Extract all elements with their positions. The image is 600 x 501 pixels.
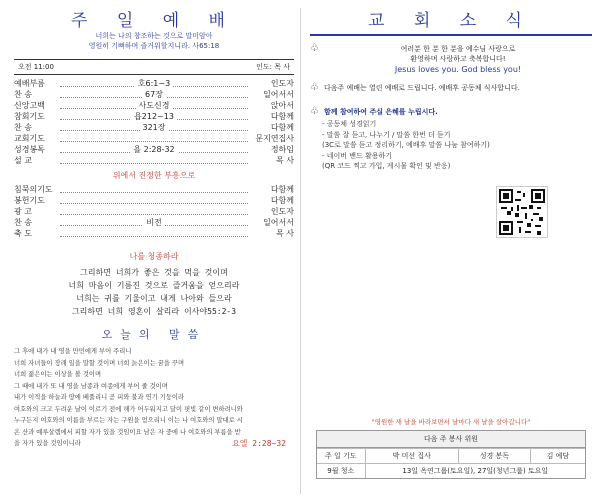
order-item: [14, 217, 294, 228]
order-item: [14, 133, 294, 144]
order-item-performer: 문지연집사: [255, 134, 294, 143]
qr-code-icon: [497, 187, 547, 237]
order-item-performer: 다함께: [270, 196, 294, 205]
order-item-performer: 인도자: [270, 207, 294, 216]
service-leader: 인도: 목 사: [256, 63, 290, 71]
order-item-label: 찬 송: [14, 123, 32, 132]
order-item-leader-line: [60, 136, 248, 142]
grace-list: [322, 119, 592, 172]
footer-verse: "영원한 새 날을 바라보면서 날마다 새 날을 살아갑니다": [371, 418, 531, 426]
grace-title: 함께 참여하여 주실 은혜를 누립시다.: [324, 108, 438, 116]
order-item-leader-line: [60, 217, 248, 227]
news-title-rule: [310, 34, 592, 36]
order-item-leader-line: [60, 144, 248, 154]
order-item: [14, 144, 294, 155]
order-item-performer: 일어서서: [263, 218, 294, 227]
list-item: - 말씀 잘 듣고, 나누기 / 말씀 한번 더 듣기: [322, 130, 451, 139]
list-item: (3C로 말씀 듣고 정리하기, 예배후 말씀 나눔 참여하기): [322, 141, 490, 149]
order-item-label: 광 고: [14, 207, 32, 216]
order-item-performer: 목 사: [276, 229, 294, 238]
sermon-line: 너희 자녀들이 장래 일을 말할 것이며 너희 늙은이는 꿈을 꾸며: [14, 359, 185, 367]
order-item-performer: 다함께: [270, 112, 294, 121]
order-item-detail: 욥212~13: [131, 112, 177, 121]
order-of-service: [14, 78, 294, 166]
order-item-label: 축 도: [14, 229, 32, 238]
list-item: (QR 코드 찍고 가입, 게시물 확인 및 반응): [322, 162, 451, 170]
news-title: 교 회 소 식: [368, 11, 534, 31]
order-item-performer: 다함께: [270, 185, 294, 194]
poem-title: 나를 청종하라: [129, 252, 179, 261]
sermon-line: 내가 이적을 하늘과 땅에 베풀리니 곧 피와 불과 연기 기둥이라: [14, 394, 185, 401]
opening-verse: 너희는 나의 창조하는 것으로 말미암아 영원히 기뻐하며 즐거워할지니라. 사65:18: [88, 32, 220, 50]
order-item: [14, 100, 294, 111]
order-item: [14, 111, 294, 122]
order-item-leader-line: [60, 187, 248, 193]
poem-line: 너희는 귀를 기울이고 내게 나아와 들으라: [76, 294, 232, 303]
order-item-performer: 일어서서: [263, 90, 294, 99]
order-item: [14, 228, 294, 239]
order-item: [14, 184, 294, 195]
sermon-line: 누구든지 여호와의 이름을 부르는 자는 구원을 얻으리니 이는 나 여호와의 말대로 시: [14, 417, 243, 424]
bullet-icon: ♧: [310, 106, 319, 117]
order-item-detail: 호6:1~3: [135, 79, 173, 88]
order-of-service-2: [14, 184, 294, 239]
sermon-line: 그 때에 내가 또 내 영을 남종과 여종에게 부어 줄 것이며: [14, 382, 168, 390]
order-item-label: 찬 송: [14, 218, 32, 227]
order-item-detail: 67장: [142, 90, 166, 99]
order-item-performer: 다함께: [270, 123, 294, 132]
poem: [14, 266, 294, 318]
duty-title: 다음 주 봉사 위원: [317, 431, 585, 448]
news-item: ♧ 다음주 예배는 열린 예배로 드립니다. 예배후 공동체 식사합니다.: [310, 82, 520, 93]
order-item-leader-line: [60, 78, 248, 88]
order-item-performer: 목 사: [276, 156, 294, 165]
order-item-label: 교회기도: [14, 134, 45, 143]
qr-code[interactable]: [496, 186, 548, 238]
order-item-performer: 인도자: [270, 79, 294, 88]
order-item-leader-line: [60, 100, 248, 110]
table-row: 주 일 기도 박 미선 집사 성경 봉독 김 예담: [317, 449, 585, 464]
order-item-detail: 욜 2:28-32: [130, 145, 177, 154]
news-item: [310, 107, 592, 119]
order-item-leader-line: [60, 111, 248, 121]
order-item-detail: 321장: [140, 123, 169, 132]
word-title: 오늘의 말씀: [101, 328, 207, 341]
bullet-icon: ♧: [310, 82, 319, 93]
order-item: [14, 78, 294, 89]
service-header: [14, 59, 294, 75]
highlight-text: Jesus loves you. God bless you!: [394, 65, 522, 74]
poem-line: 그리하면 너희 영혼이 살리라 이사야55:2-3: [71, 307, 237, 316]
duty-table: [316, 430, 586, 479]
order-item-label: 찬 송: [14, 90, 32, 99]
news-column: [310, 6, 592, 172]
order-item-detail: 사도신경: [136, 101, 173, 110]
list-item: - 네이버 밴드 활용하기: [322, 151, 393, 160]
order-item-label: 신앙고백: [14, 101, 45, 110]
order-item-performer: 앉아서: [270, 101, 294, 110]
order-item-leader-line: [60, 158, 248, 164]
order-item: [14, 89, 294, 100]
order-item-leader-line: [60, 231, 248, 237]
order-item-label: 설 교: [14, 156, 32, 165]
sermon-line: 너희 젊은이는 이상을 볼 것이며: [14, 371, 102, 378]
worship-column: [14, 6, 294, 449]
order-item-leader-line: [60, 209, 248, 215]
order-item: [14, 122, 294, 133]
table-row: 9월 청소 13일 옥연그룹(토요일), 27일(청년그룹) 토요일: [317, 464, 585, 479]
poem-line: 그리하면 너희가 좋은 것을 먹을 것이며: [80, 268, 228, 277]
sermon-line: 을 자가 있을 것임이니라: [14, 440, 81, 447]
order-item: [14, 206, 294, 217]
bullet-icon: ♧: [310, 43, 319, 54]
order-item-detail: 비전: [143, 218, 164, 227]
worship-title: 주 일 예 배: [71, 11, 237, 31]
order-item-label: 참회기도: [14, 112, 45, 121]
order-item-label: 예배부름: [14, 79, 45, 88]
sermon-line: 여호와의 크고 두려운 날이 이르기 전에 해가 어두워지고 달이 핏빛 같이 변하려니와: [14, 405, 243, 413]
poem-line: 너희 마음이 기름진 것으로 즐거움을 얻으리라: [68, 281, 240, 290]
sermon-reference: 요엘 2:28~32: [232, 438, 286, 448]
news-item: ♧ 여러분 한 분 한 분을 예수님 사랑으로 환영하며 사랑하고 축복합니다! Jesus loves you. God bless you!: [310, 44, 592, 75]
sermon-text: [14, 346, 294, 450]
section-label: 위에서 진정한 부흥으로: [112, 171, 196, 180]
order-item-label: 성경봉독: [14, 145, 45, 154]
order-item-leader-line: [60, 89, 248, 99]
page-divider: [300, 8, 301, 494]
service-time: 오전 11:00: [18, 63, 54, 71]
sermon-line: 온 산과 예루살렘에서 피할 자가 있을 것임이요 남은 자 중에 나 여호와의 부름을 받: [14, 428, 241, 436]
order-item: [14, 195, 294, 206]
order-item-leader-line: [60, 198, 248, 204]
order-item-label: 침묵의기도: [14, 185, 53, 194]
order-item-performer: 정하임: [270, 145, 294, 154]
order-item: [14, 155, 294, 166]
sermon-line: 그 후에 내가 내 영을 만민에게 부어 주리니: [14, 348, 132, 355]
order-item-label: 봉헌기도: [14, 196, 45, 205]
list-item: - 공동체 성경읽기: [322, 120, 377, 128]
order-item-leader-line: [60, 122, 248, 132]
